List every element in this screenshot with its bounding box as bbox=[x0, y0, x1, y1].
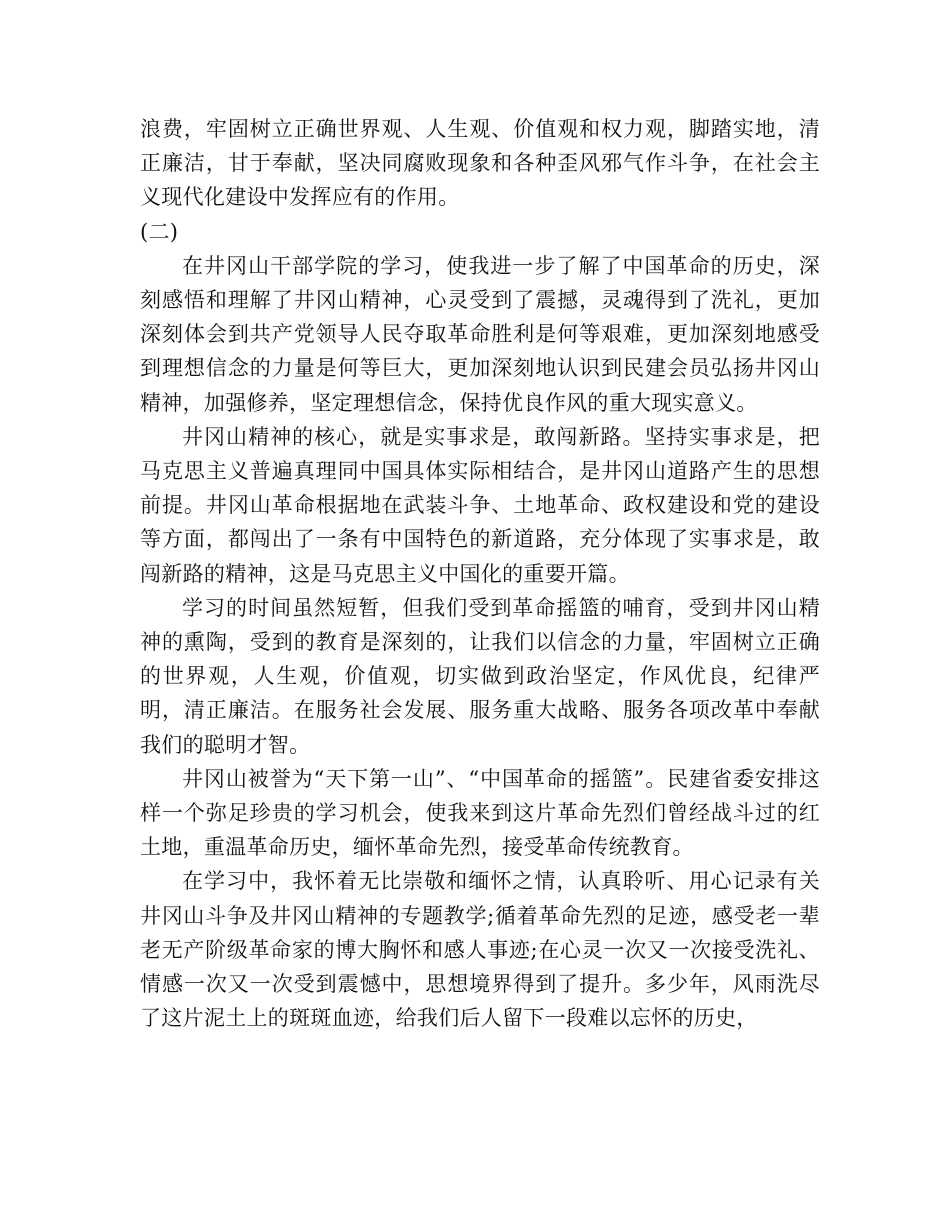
paragraph: 学习的时间虽然短暂，但我们受到革命摇篮的哺育，受到井冈山精神的熏陶，受到的教育是深刻的，让我们以信念的力量，牢固树立正确的世界观，人生观，价值观，切实做到政治坚定，作风优良，纪律严明，清正廉洁。在服务社会发展、服务重大战略、服务各项改革中奉献我们的聪明才智。 bbox=[140, 595, 820, 757]
paragraph: 井冈山精神的核心，就是实事求是，敢闯新路。坚持实事求是，把马克思主义普遍真理同中国具体实际相结合，是井冈山道路产生的思想前提。井冈山革命根据地在武装斗争、土地革命、政权建设和党的建设等方面，都闯出了一条有中国特色的新道路，充分体现了实事求是，敢闯新路的精神，这是马克思主义中国化的重要开篇。 bbox=[140, 424, 820, 586]
paragraph: 在井冈山干部学院的学习，使我进一步了解了中国革命的历史，深刻感悟和理解了井冈山精神，心灵受到了震撼，灵魂得到了洗礼，更加深刻体会到共产党领导人民夺取革命胜利是何等艰难，更加深刻地感受到理想信念的力量是何等巨大，更加深刻地认识到民建会员弘扬井冈山精神，加强修养，坚定理想信念，保持优良作风的重大现实意义。 bbox=[140, 253, 820, 415]
paragraph: 在学习中，我怀着无比崇敬和缅怀之情，认真聆听、用心记录有关井冈山斗争及井冈山精神的专题教学;循着革命先烈的足迹，感受老一辈老无产阶级革命家的博大胸怀和感人事迹;在心灵一次又一次接受洗礼、情感一次又一次受到震憾中，思想境界得到了提升。多少年，风雨洗尽了这片泥土上的斑斑血迹，给我们后人留下一段难以忘怀的历史， bbox=[140, 869, 820, 1031]
paragraph-continuation: 浪费，牢固树立正确世界观、人生观、价值观和权力观，脚踏实地，清正廉洁，甘于奉献，坚决同腐败现象和各种歪风邪气作斗争，在社会主义现代化建设中发挥应有的作用。 bbox=[140, 117, 820, 210]
document-body bbox=[140, 112, 820, 1035]
paragraph: 井冈山被誉为“天下第一山”、“中国革命的摇篮”。民建省委安排这样一个弥足珍贵的学习机会，使我来到这片革命先烈们曾经战斗过的红土地，重温革命历史，缅怀革命先烈，接受革命传统教育。 bbox=[140, 766, 820, 860]
section-heading: (二) bbox=[140, 219, 179, 244]
